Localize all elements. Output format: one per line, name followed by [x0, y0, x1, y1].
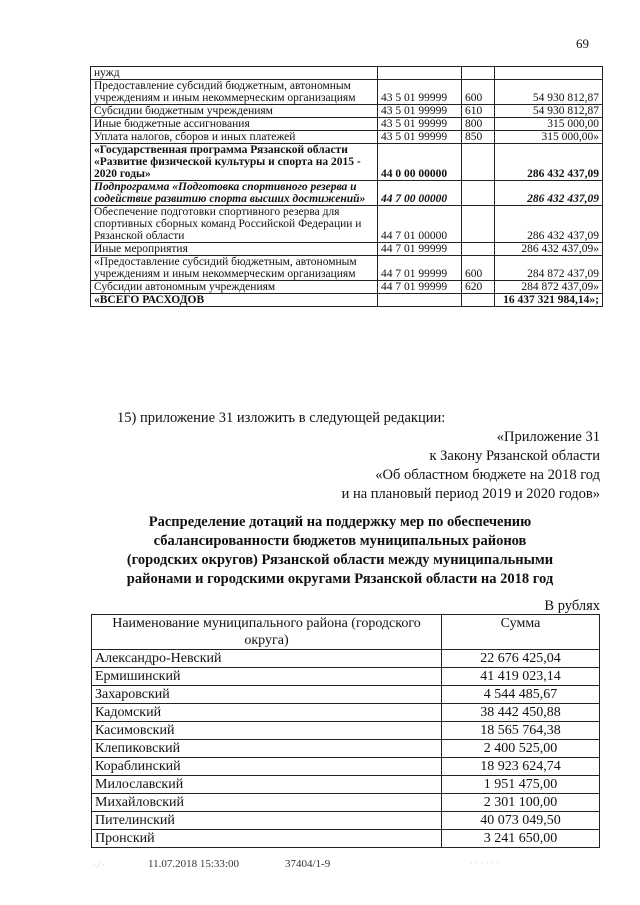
subsidy-row	[92, 794, 600, 812]
subsidy-row	[92, 740, 600, 758]
expense-kvr: 620	[462, 281, 495, 294]
header-sum: Сумма	[442, 615, 600, 650]
expense-sum: 16 437 321 984,14»;	[495, 294, 603, 307]
district-sum: 40 073 049,50	[442, 812, 600, 830]
expense-row	[91, 144, 603, 181]
expense-code	[378, 294, 462, 307]
appendix-line: «Об областном бюджете на 2018 год	[375, 467, 600, 483]
expense-code: 44 7 01 99999	[378, 281, 462, 294]
expense-kvr	[462, 294, 495, 307]
subsidy-row	[92, 830, 600, 848]
subsidy-table	[91, 614, 600, 848]
expense-row	[91, 281, 603, 294]
appendix-line: к Закону Рязанской области	[429, 448, 600, 464]
district-sum: 22 676 425,04	[442, 650, 600, 668]
expense-code: 43 5 01 99999	[378, 118, 462, 131]
expense-code: 44 7 01 99999	[378, 256, 462, 281]
subsidy-row	[92, 668, 600, 686]
expense-row	[91, 256, 603, 281]
amendment-item: 15) приложение 31 изложить в следующей редакции:	[117, 410, 446, 426]
expense-row	[91, 67, 603, 80]
subsidy-row	[92, 722, 600, 740]
expense-sum: 284 872 437,09»	[495, 281, 603, 294]
expense-name: нужд	[91, 67, 378, 80]
expense-name: Субсидии бюджетным учреждениям	[91, 105, 378, 118]
expense-kvr	[462, 206, 495, 243]
district-name: Ермишинский	[92, 668, 442, 686]
expense-sum: 315 000,00»	[495, 131, 603, 144]
expense-row	[91, 131, 603, 144]
district-sum: 2 301 100,00	[442, 794, 600, 812]
expenses-table	[90, 66, 603, 307]
expense-code: 44 7 01 99999	[378, 243, 462, 256]
district-sum: 4 544 485,67	[442, 686, 600, 704]
expense-sum: 286 432 437,09	[495, 181, 603, 206]
expense-name: Уплата налогов, сборов и иных платежей	[91, 131, 378, 144]
district-name: Пителинский	[92, 812, 442, 830]
footer-timestamp: 11.07.2018 15:33:00	[148, 858, 239, 870]
expense-row	[91, 181, 603, 206]
expense-kvr: 600	[462, 256, 495, 281]
faint-stamp-right: · · · · · ·	[470, 858, 500, 868]
subsidy-row	[92, 758, 600, 776]
district-name: Михайловский	[92, 794, 442, 812]
expense-kvr	[462, 181, 495, 206]
expense-row	[91, 206, 603, 243]
expense-name: «Государственная программа Рязанской области «Развитие физической культуры и спорта на 2015 - 2020 годы»	[91, 144, 378, 181]
expense-code: 44 0 00 00000	[378, 144, 462, 181]
subsidy-row	[92, 650, 600, 668]
expense-sum: 286 432 437,09	[495, 206, 603, 243]
expense-sum: 54 930 812,87	[495, 80, 603, 105]
expense-name: Предоставление субсидий бюджетным, автономным учреждениям и иным некоммерческим организациям	[91, 80, 378, 105]
subsidy-header-row	[92, 615, 600, 650]
district-name: Александро-Невский	[92, 650, 442, 668]
subsidy-row	[92, 704, 600, 722]
subsidy-row	[92, 812, 600, 830]
expense-code: 44 7 00 00000	[378, 181, 462, 206]
appendix-line: и на плановый период 2019 и 2020 годов»	[341, 486, 600, 502]
expense-name: «ВСЕГО РАСХОДОВ	[91, 294, 378, 307]
expense-sum: 315 000,00	[495, 118, 603, 131]
expense-kvr	[462, 67, 495, 80]
expense-name: Иные бюджетные ассигнования	[91, 118, 378, 131]
expense-row	[91, 80, 603, 105]
district-name: Кораблинский	[92, 758, 442, 776]
district-name: Клепиковский	[92, 740, 442, 758]
expense-name: Подпрограмма «Подготовка спортивного резерва и содействие развитию спорта высших достижений»	[91, 181, 378, 206]
district-sum: 18 565 764,38	[442, 722, 600, 740]
footer-doc-number: 37404/1-9	[285, 858, 331, 870]
expense-kvr: 800	[462, 118, 495, 131]
expense-name: «Предоставление субсидий бюджетным, автономным учреждениям и иным некоммерческим организациям	[91, 256, 378, 281]
expense-row	[91, 105, 603, 118]
appendix-line: «Приложение 31	[496, 429, 600, 445]
expense-row	[91, 294, 603, 307]
header-name: Наименование муниципального района (городского округа)	[92, 615, 442, 650]
appendix-header	[342, 428, 600, 504]
district-name: Кадомский	[92, 704, 442, 722]
district-sum: 3 241 650,00	[442, 830, 600, 848]
expense-row	[91, 243, 603, 256]
subsidy-row	[92, 776, 600, 794]
expense-name: Обеспечение подготовки спортивного резерва для спортивных сборных команд Российской Федерации и Рязанской области	[91, 206, 378, 243]
faint-stamp-left: · ⁄ ·	[93, 860, 105, 870]
expense-sum: 284 872 437,09	[495, 256, 603, 281]
expense-sum: 286 432 437,09»	[495, 243, 603, 256]
district-name: Захаровский	[92, 686, 442, 704]
expense-code	[378, 67, 462, 80]
unit-label: В рублях	[544, 598, 600, 614]
page-number: 69	[576, 36, 589, 51]
expense-sum: 286 432 437,09	[495, 144, 603, 181]
subsidy-row	[92, 686, 600, 704]
district-sum: 41 419 023,14	[442, 668, 600, 686]
expense-kvr: 850	[462, 131, 495, 144]
district-name: Пронский	[92, 830, 442, 848]
expense-code: 43 5 01 99999	[378, 80, 462, 105]
expense-kvr	[462, 144, 495, 181]
table-title: Распределение дотаций на поддержку мер по обеспечению сбалансированности бюджетов муниципальных районов (городских округов) Рязанской области между муниципальными районами и городскими округами Рязанской области на 2018 год	[126, 514, 554, 587]
expense-sum	[495, 67, 603, 80]
expense-name: Иные мероприятия	[91, 243, 378, 256]
expense-code: 43 5 01 99999	[378, 105, 462, 118]
expense-sum: 54 930 812,87	[495, 105, 603, 118]
expense-kvr: 600	[462, 80, 495, 105]
expense-code: 44 7 01 00000	[378, 206, 462, 243]
expense-row	[91, 118, 603, 131]
expense-kvr: 610	[462, 105, 495, 118]
district-name: Милославский	[92, 776, 442, 794]
expense-kvr	[462, 243, 495, 256]
district-name: Касимовский	[92, 722, 442, 740]
district-sum: 38 442 450,88	[442, 704, 600, 722]
district-sum: 2 400 525,00	[442, 740, 600, 758]
expense-name: Субсидии автономным учреждениям	[91, 281, 378, 294]
expense-code: 43 5 01 99999	[378, 131, 462, 144]
district-sum: 1 951 475,00	[442, 776, 600, 794]
district-sum: 18 923 624,74	[442, 758, 600, 776]
